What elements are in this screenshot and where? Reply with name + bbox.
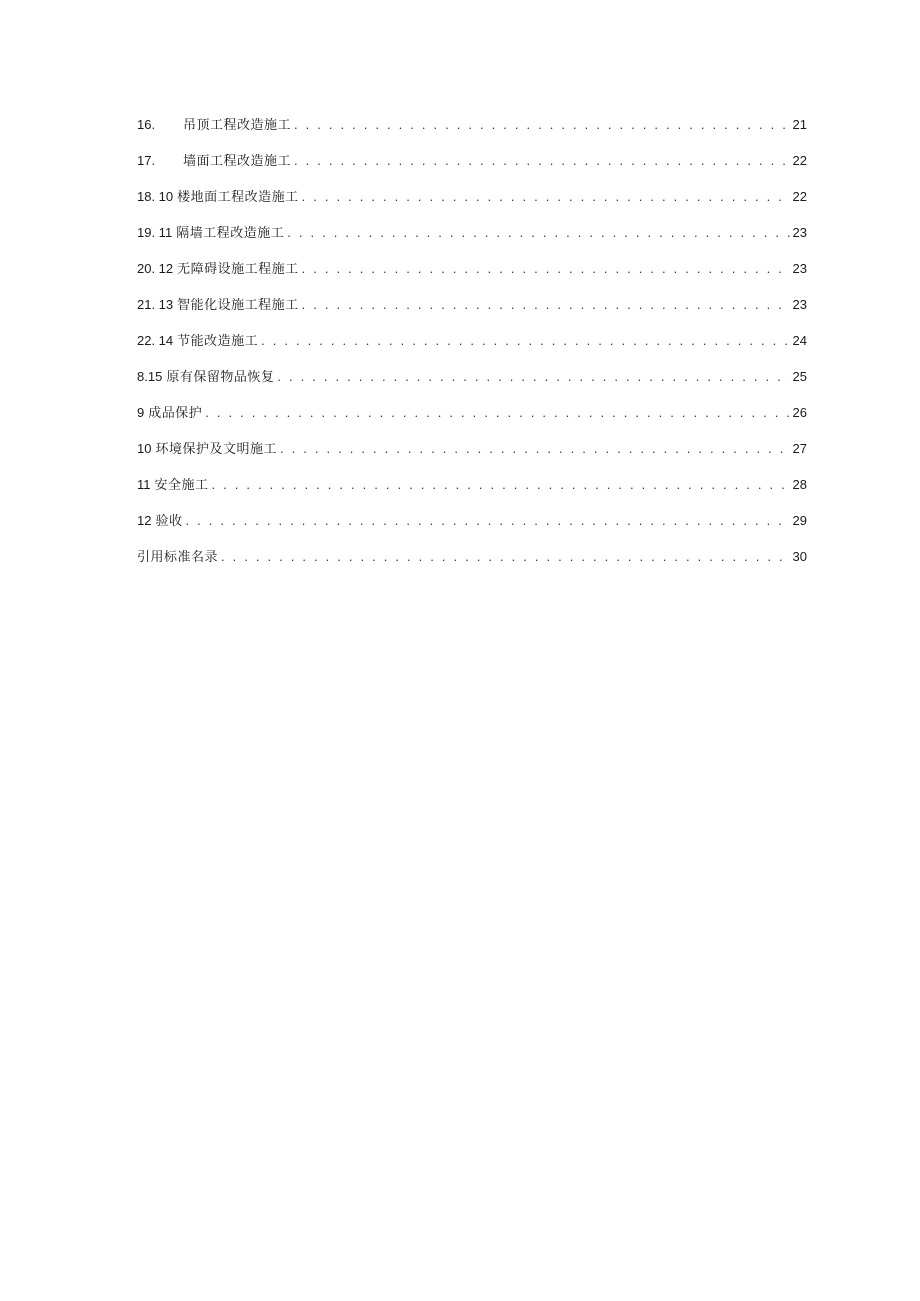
toc-entry-title: 成品保护 — [148, 406, 203, 421]
toc-entry-number: 18. 10 — [137, 189, 174, 204]
toc-entry[interactable] — [137, 114, 807, 150]
toc-entry[interactable] — [137, 366, 807, 402]
toc-entry-number: 12 — [137, 513, 152, 528]
toc-entry-title: 验收 — [155, 514, 183, 529]
toc-entry-page: 23 — [792, 261, 807, 276]
toc-dot-leader — [302, 186, 790, 208]
toc-entry-page: 29 — [792, 513, 807, 528]
toc-entry-page: 22 — [792, 189, 807, 204]
toc-dot-leader — [185, 510, 789, 532]
toc-entry-title: 引用标准名录 — [137, 550, 219, 565]
toc-entry[interactable] — [137, 510, 807, 546]
toc-entry-page: 21 — [792, 117, 807, 132]
toc-entry-number: 20. 12 — [137, 261, 174, 276]
toc-entry-number: 9 — [137, 405, 145, 420]
toc-entry-page: 28 — [792, 477, 807, 492]
toc-entry-title: 智能化设施工程施工 — [177, 298, 299, 313]
toc-entry-title: 安全施工 — [154, 478, 209, 493]
toc-entry-number: 8.15 — [137, 369, 163, 384]
toc-entry-title: 节能改造施工 — [177, 334, 259, 349]
toc-entry-title: 环境保护及文明施工 — [155, 442, 277, 457]
toc-dot-leader — [205, 402, 789, 424]
toc-entry[interactable] — [137, 402, 807, 438]
toc-dot-leader — [302, 294, 790, 316]
toc-entry[interactable] — [137, 546, 807, 582]
toc-dot-leader — [287, 222, 789, 244]
toc-entry[interactable] — [137, 150, 807, 186]
toc-entry-number: 17. — [137, 153, 156, 168]
toc-dot-leader — [294, 114, 790, 136]
toc-entry-page: 23 — [792, 297, 807, 312]
toc-entry-title: 无障碍设施工程施工 — [177, 262, 299, 277]
toc-entry-title: 原有保留物品恢复 — [166, 370, 275, 385]
toc-entry-number: 19. 11 — [137, 225, 173, 240]
toc-entry-page: 25 — [792, 369, 807, 384]
toc-entry-page: 24 — [792, 333, 807, 348]
toc-entry-title: 隔墙工程改造施工 — [176, 226, 285, 241]
toc-entry[interactable] — [137, 222, 807, 258]
toc-dot-leader — [261, 330, 789, 352]
toc-entry[interactable] — [137, 438, 807, 474]
toc-dot-leader — [280, 438, 790, 460]
toc-entry-number: 22. 14 — [137, 333, 174, 348]
toc-dot-leader — [221, 546, 790, 568]
toc-entry-number: 11 — [137, 477, 151, 492]
toc-entry[interactable] — [137, 474, 807, 510]
toc-entry-page: 23 — [792, 225, 807, 240]
table-of-contents — [137, 114, 807, 582]
toc-entry-page: 26 — [792, 405, 807, 420]
toc-entry-page: 22 — [792, 153, 807, 168]
toc-dot-leader — [277, 366, 789, 388]
toc-entry[interactable] — [137, 330, 807, 366]
toc-entry[interactable] — [137, 186, 807, 222]
toc-entry[interactable] — [137, 294, 807, 330]
toc-entry-title: 墙面工程改造施工 — [183, 154, 292, 169]
toc-entry[interactable] — [137, 258, 807, 294]
toc-dot-leader — [212, 474, 790, 496]
toc-dot-leader — [294, 150, 790, 172]
toc-entry-title: 楼地面工程改造施工 — [177, 190, 299, 205]
toc-entry-page: 27 — [792, 441, 807, 456]
toc-entry-number: 10 — [137, 441, 152, 456]
toc-entry-title: 吊顶工程改造施工 — [183, 118, 292, 133]
toc-entry-number: 16. — [137, 117, 156, 132]
toc-entry-number: 21. 13 — [137, 297, 174, 312]
toc-dot-leader — [302, 258, 790, 280]
toc-entry-page: 30 — [792, 549, 807, 564]
